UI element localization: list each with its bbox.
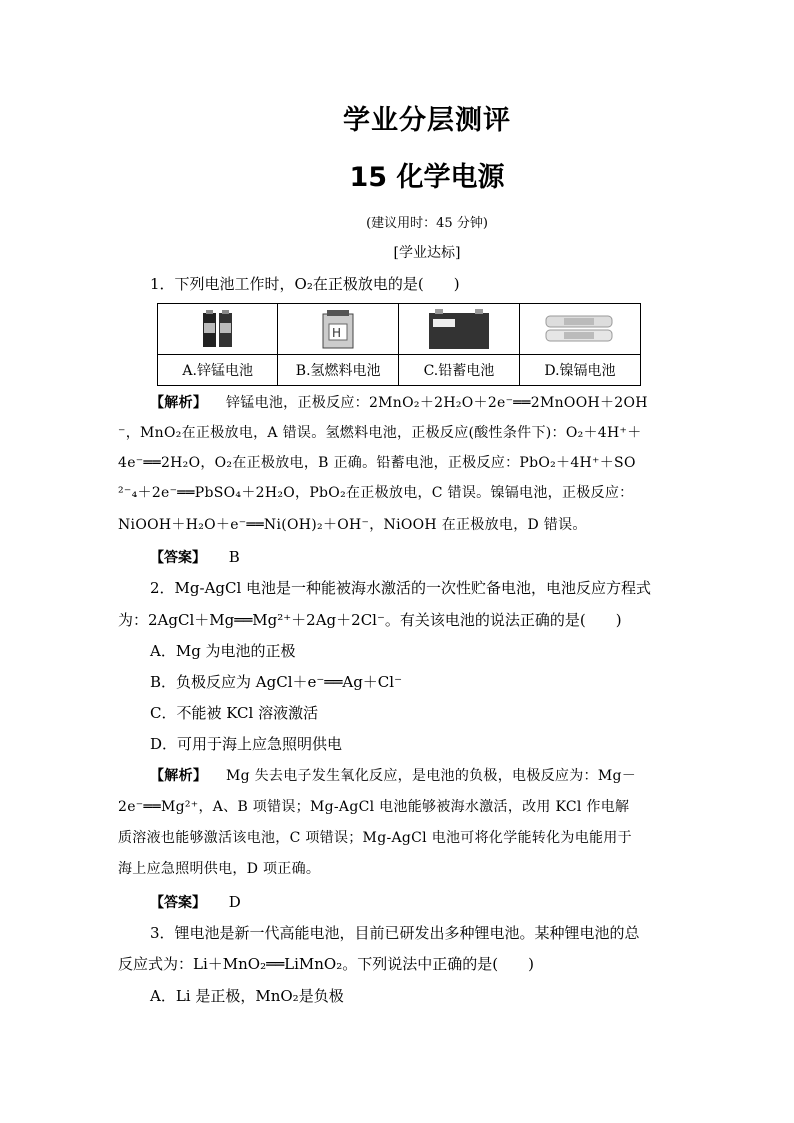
zinc-manganese-battery-icon [201, 309, 235, 349]
option-d-label: D.镍镉电池 [519, 355, 640, 386]
option-a-image [158, 304, 278, 355]
question-2-option-c: C．不能被 KCl 溶液激活 [150, 704, 319, 722]
question-1-options-table [157, 303, 641, 386]
answer-value: B [228, 548, 240, 566]
page-title: 学业分层测评 [343, 105, 511, 136]
chapter-title: 15 化学电源 [349, 162, 505, 193]
question-2-stem-line: 2．Mg-AgCl 电池是一种能被海水激活的一次性贮备电池，电池反应方程式 [150, 579, 652, 597]
svg-text:H: H [332, 326, 342, 340]
question-1-analysis-line: NiOOH＋H₂O＋e⁻══Ni(OH)₂＋OH⁻，NiOOH 在正极放电，D 错误。 [118, 517, 587, 533]
question-3-stem-line: 3．锂电池是新一代高能电池，目前已研发出多种锂电池。某种锂电池的总 [150, 924, 640, 942]
question-2-analysis-line: 2e⁻══Mg²⁺，A、B 项错误；Mg-AgCl 电池能够被海水激活，改用 KCl 作电解 [118, 799, 630, 815]
option-c-image [398, 304, 519, 355]
question-1-analysis-line: 4e⁻══2H₂O，O₂在正极放电，B 正确。铅蓄电池，正极反应：PbO₂＋4H⁺＋SO [118, 455, 636, 471]
question-2-analysis-line: 质溶液也能够激活该电池，C 项错误；Mg-AgCl 电池可将化学能转化为电能用于 [118, 830, 632, 846]
question-1-stem: 1．下列电池工作时，O₂在正极放电的是( ) [150, 275, 460, 293]
question-2-analysis-line: 【解析】 Mg 失去电子发生氧化反应，是电池的负极，电极反应为：Mg－ [150, 768, 637, 784]
nickel-cadmium-battery-icon [544, 312, 616, 346]
answer-tag: 【答案】 [150, 895, 206, 911]
question-3-stem-line: 反应式为：Li＋MnO₂══LiMnO₂。下列说法中正确的是( ) [118, 955, 534, 973]
option-c-label: C.铅蓄电池 [398, 355, 519, 386]
option-d-image [519, 304, 640, 355]
answer-tag: 【答案】 [150, 550, 206, 566]
lead-acid-battery-icon [427, 307, 491, 351]
option-b-image [278, 304, 399, 355]
question-2-option-d: D．可用于海上应急照明供电 [150, 735, 343, 753]
question-2-answer [150, 892, 710, 913]
question-2-analysis-line: 海上应急照明供电，D 项正确。 [118, 861, 321, 877]
question-1-analysis-line: 【解析】 锌锰电池，正极反应：2MnO₂＋2H₂O＋2e⁻══2MnOOH＋2OH [150, 395, 648, 411]
question-3-option-a: A．Li 是正极，MnO₂是负极 [150, 987, 344, 1005]
option-b-label: B.氢燃料电池 [278, 355, 399, 386]
hydrogen-fuel-cell-icon [317, 308, 359, 350]
question-1-analysis-line: ⁻，MnO₂在正极放电，A 错误。氢燃料电池，正极反应(酸性条件下)：O₂＋4H⁺＋ [118, 425, 642, 441]
question-2-option-a: A．Mg 为电池的正极 [150, 642, 296, 660]
analysis-tag: 【解析】 [150, 395, 208, 411]
section-label: [学业达标] [393, 245, 461, 261]
answer-value: D [228, 893, 241, 911]
suggested-time: (建议用时：45 分钟) [366, 216, 488, 231]
question-2-option-b: B．负极反应为 AgCl＋e⁻══Ag＋Cl⁻ [150, 673, 402, 691]
question-1-analysis-line: ²⁻₄＋2e⁻══PbSO₄＋2H₂O，PbO₂在正极放电，C 错误。镍镉电池，正极反应： [118, 485, 634, 501]
question-1-answer [150, 547, 710, 568]
analysis-tag: 【解析】 [150, 768, 208, 784]
option-a-label: A.锌锰电池 [158, 355, 278, 386]
question-2-stem-line: 为：2AgCl＋Mg══Mg²⁺＋2Ag＋2Cl⁻。有关该电池的说法正确的是( ) [118, 611, 622, 629]
